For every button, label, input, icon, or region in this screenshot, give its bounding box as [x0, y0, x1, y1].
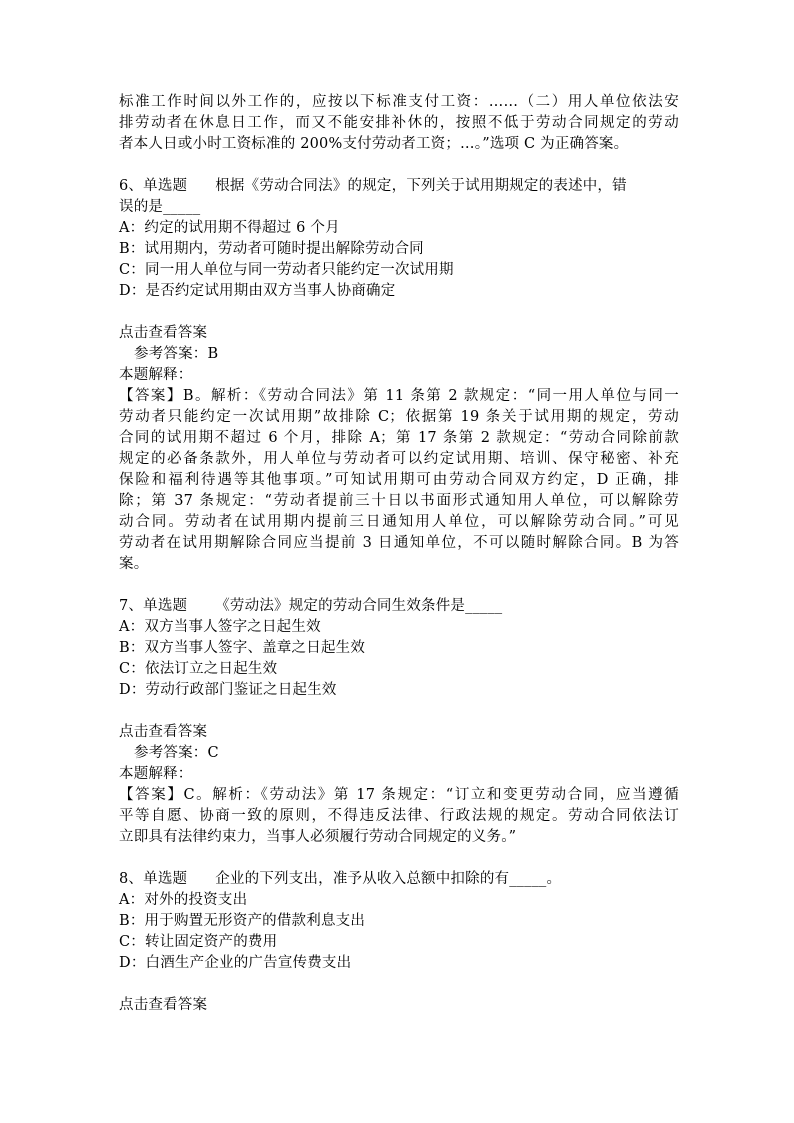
question-7	[119, 596, 679, 848]
view-answer-link[interactable]: 点击查看答案	[119, 325, 208, 341]
explanation	[119, 386, 679, 575]
explanation-line: 案。	[119, 556, 149, 572]
reference-answer: 参考答案：B	[134, 346, 219, 362]
option-d: D：白酒生产企业的广告宣传费支出	[119, 955, 352, 971]
explanation-line: 合同的试用期不超过 6 个月，排除 A；第 17 条第 2 款规定：“劳动合同除前款	[119, 430, 679, 446]
option-c: C：同一用人单位与同一劳动者只能约定一次试用期	[119, 262, 454, 278]
explanation-line: 除；第 37 条规定：“劳动者提前三十日以书面形式通知用人单位，可以解除劳	[119, 493, 679, 509]
intro-line: 者本人日或小时工资标准的 200%支付劳动者工资；…。”选项 C 为正确答案。	[119, 136, 629, 152]
question-text-continued: 误的是_____	[119, 199, 201, 215]
explanation-label: 本题解释：	[119, 367, 193, 383]
option-b: B：试用期内，劳动者可随时提出解除劳动合同	[119, 241, 424, 257]
explanation-label: 本题解释：	[119, 766, 193, 782]
explanation-line: 劳动者只能约定一次试用期”故排除 C；依据第 19 条关于试用期的规定，劳动	[119, 409, 679, 425]
option-d: D：劳动行政部门鉴证之日起生效	[119, 682, 337, 698]
explanation-line: 【答案】B。解析：《劳动合同法》第 11 条第 2 款规定：“同一用人单位与同一	[119, 388, 679, 404]
explanation-line: 立即具有法律约束力，当事人必须履行劳动合同规定的义务。”	[119, 829, 517, 845]
view-answer-link[interactable]: 点击查看答案	[119, 724, 208, 740]
question-6	[119, 176, 679, 575]
question-stem	[119, 869, 679, 890]
option-a: A：双方当事人签字之日起生效	[119, 619, 321, 635]
question-text: 企业的下列支出，准予从收入总额中扣除的有_____。	[215, 871, 562, 887]
intro-paragraph	[119, 92, 679, 155]
option-c: C：依法订立之日起生效	[119, 661, 278, 677]
intro-line: 标准工作时间以外工作的，应按以下标准支付工资：……（二）用人单位依法安	[119, 94, 679, 110]
question-stem	[119, 596, 679, 617]
explanation-line: 保险和福利待遇等其他事项。”可知试用期可由劳动合同双方约定，D 正确，排	[119, 472, 679, 488]
question-text: 《劳动法》规定的劳动合同生效条件是_____	[215, 598, 503, 614]
explanation	[119, 785, 679, 848]
question-8	[119, 869, 679, 1016]
option-b: B：用于购置无形资产的借款利息支出	[119, 913, 366, 929]
reference-answer: 参考答案：C	[134, 745, 219, 761]
option-c: C：转让固定资产的费用	[119, 934, 278, 950]
document-page	[119, 92, 679, 1016]
explanation-line: 劳动者在试用期解除合同应当提前 3 日通知单位，不可以随时解除合同。B 为答	[119, 535, 679, 551]
option-a: A：对外的投资支出	[119, 892, 248, 908]
question-stem	[119, 176, 679, 197]
view-answer-link[interactable]: 点击查看答案	[119, 997, 208, 1013]
intro-line: 排劳动者在休息日工作，而又不能安排补休的，按照不低于劳动合同规定的劳动	[119, 115, 679, 131]
explanation-line: 规定的必备条款外，用人单位与劳动者可以约定试用期、培训、保守秘密、补充	[119, 451, 679, 467]
option-b: B：双方当事人签字、盖章之日起生效	[119, 640, 366, 656]
question-number: 8、单选题	[119, 871, 188, 887]
question-text: 根据《劳动合同法》的规定，下列关于试用期规定的表述中，错	[215, 178, 627, 194]
question-number: 7、单选题	[119, 598, 188, 614]
explanation-line: 动合同。劳动者在试用期内提前三日通知用人单位，可以解除劳动合同。”可见	[119, 514, 679, 530]
question-number: 6、单选题	[119, 178, 188, 194]
explanation-line: 【答案】C。解析：《劳动法》第 17 条规定：“订立和变更劳动合同，应当遵循	[119, 787, 679, 803]
explanation-line: 平等自愿、协商一致的原则，不得违反法律、行政法规的规定。劳动合同依法订	[119, 808, 679, 824]
option-a: A：约定的试用期不得超过 6 个月	[119, 220, 340, 236]
option-d: D：是否约定试用期由双方当事人协商确定	[119, 283, 396, 299]
